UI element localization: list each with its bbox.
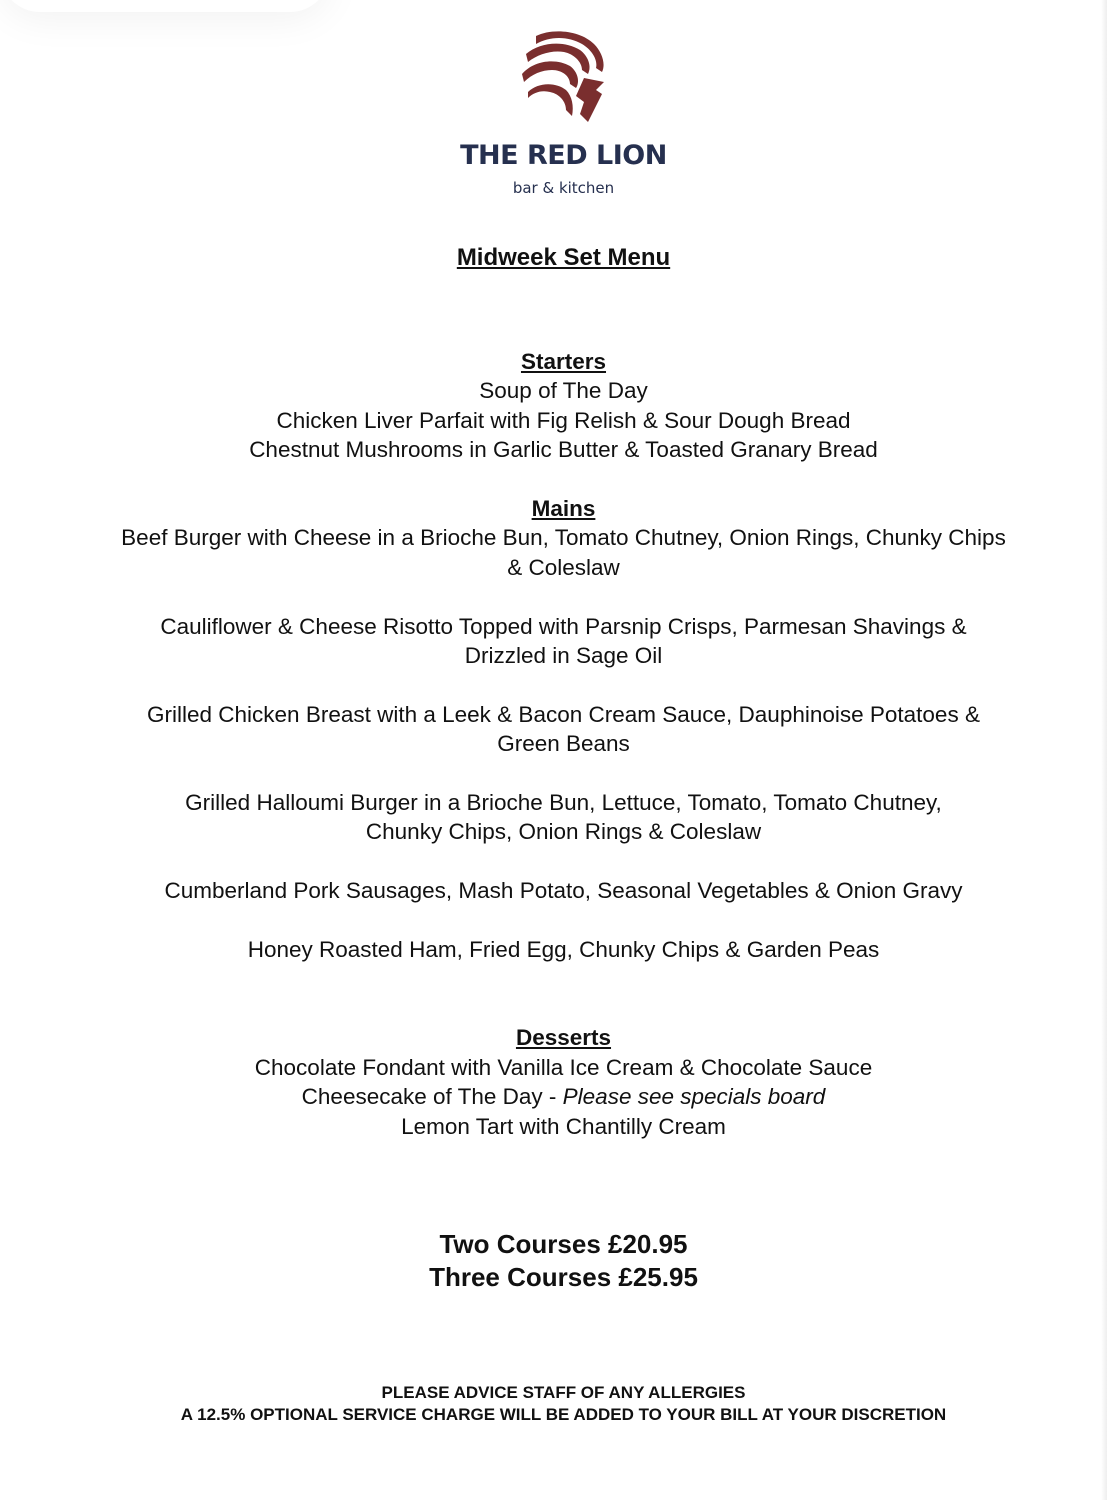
main-item: Beef Burger with Cheese in a Brioche Bun, Tomato Chutney, Onion Rings, Chunky Chips & Coleslaw <box>121 525 1006 580</box>
spacer <box>0 273 1107 347</box>
starter-item: Chestnut Mushrooms in Garlic Butter & Toasted Granary Bread <box>249 437 878 463</box>
dessert-item-note: Please see specials board <box>562 1084 826 1110</box>
main-item: Grilled Chicken Breast with a Leek & Bacon Cream Sauce, Dauphinoise Potatoes & Green Beans <box>147 701 980 757</box>
starters-heading: Starters <box>520 349 607 374</box>
page-corner-shadow <box>0 0 330 12</box>
spacer <box>0 465 1107 494</box>
brand-subtitle: bar & kitchen <box>512 179 615 197</box>
three-courses-price: Three Courses £25.95 <box>429 1262 698 1292</box>
dessert-item: Lemon Tart with Chantilly Cream <box>401 1113 726 1139</box>
main-item: Honey Roasted Ham, Fried Egg, Chunky Chips & Garden Peas <box>247 937 880 963</box>
two-courses-price: Two Courses £20.95 <box>439 1229 688 1259</box>
dessert-item: Chocolate Fondant with Vanilla Ice Cream & Chocolate Sauce <box>254 1054 873 1080</box>
menu-title: Midweek Set Menu <box>456 244 671 271</box>
menu-body <box>0 243 1107 1141</box>
dessert-item-name: Cheesecake of The Day - <box>301 1084 563 1110</box>
price-block <box>0 1228 1107 1294</box>
footer-notice <box>0 1382 1107 1426</box>
lion-head-icon <box>522 30 606 122</box>
main-item: Grilled Halloumi Burger in a Brioche Bun, Lettuce, Tomato, Tomato Chutney, Chunky Chips, Onion Rings & Coleslaw <box>185 790 942 845</box>
brand-name: THE RED LION <box>460 140 667 171</box>
dessert-item <box>0 1082 1107 1111</box>
main-item: Cauliflower & Cheese Risotto Topped with Parsnip Crisps, Parmesan Shavings & Drizzled in Sage Oil <box>160 613 967 669</box>
mains-heading: Mains <box>531 496 596 522</box>
service-charge-notice: A 12.5% OPTIONAL SERVICE CHARGE WILL BE ADDED TO YOUR BILL AT YOUR DISCRETION <box>180 1405 947 1424</box>
starter-item: Soup of The Day <box>479 378 648 404</box>
main-item: Cumberland Pork Sausages, Mash Potato, Seasonal Vegetables & Onion Gravy <box>164 878 963 904</box>
allergy-notice: PLEASE ADVICE STAFF OF ANY ALLERGIES <box>381 1383 746 1402</box>
starter-item: Chicken Liver Parfait with Fig Relish & Sour Dough Bread <box>276 407 851 433</box>
desserts-heading: Desserts <box>515 1025 612 1051</box>
spacer <box>0 964 1107 1023</box>
